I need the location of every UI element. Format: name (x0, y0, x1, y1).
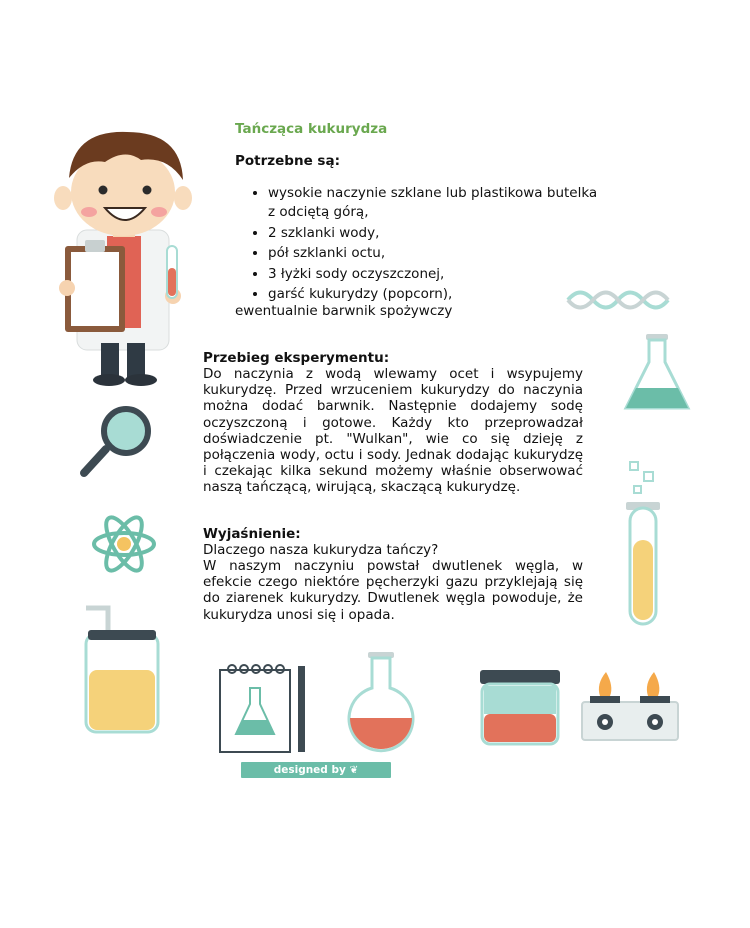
list-item: • 3 łyżki sody oczyszczonej, (268, 265, 598, 284)
round-flask-icon (344, 652, 418, 754)
atom-icon (92, 512, 156, 576)
list-item: • garść kukurydzy (popcorn), (268, 285, 598, 304)
procedure-heading: Przebieg eksperymentu: (203, 350, 390, 366)
magnifying-glass-icon (78, 405, 158, 480)
page-title: Tańcząca kukurydza (235, 121, 388, 137)
burner-icon (580, 666, 680, 742)
needs-extra-note: ewentualnie barwnik spożywczy (235, 303, 453, 319)
needs-list (250, 184, 598, 306)
list-item: • pół szklanki octu, (268, 244, 598, 263)
procedure-text: Do naczynia z wodą wlewamy ocet i wsypujemy kukurydzę. Przed wrzuceniem kukurydzy do naczynia można dodać barwnik. Następnie dodajemy sodę oczyszczoną i gotowe. Każdy kto przeprowadzał doświadczenie pt. "Wulkan", wie co się dzieję z połączenia wody, octu i sody. Jednak dodając kukurydzę i czekając kilka sekund możemy właśnie obserwować naszą tańczącą, wirującą, skaczącą kukurydzę. (203, 366, 583, 496)
explanation-heading: Wyjaśnienie: (203, 526, 301, 542)
coral-jar-icon (478, 668, 562, 748)
notebook-icon (218, 664, 313, 754)
conical-flask-icon (622, 332, 692, 414)
explanation-question: Dlaczego nasza kukurydza tańczy? (203, 542, 439, 558)
needs-heading: Potrzebne są: (235, 153, 340, 169)
explanation-text: W naszym naczyniu powstał dwutlenek węgla, w efekcie czego niektóre pęcherzyki gazu przyklejają się do ziarenek kukurydzy. Dwutlenek węgla powoduje, że kukurydza unosi się i opada. (203, 558, 583, 623)
list-item: • wysokie naczynie szklane lub plastikowa butelka z odciętą górą, (268, 184, 598, 222)
scientist-illustration (55, 128, 190, 390)
freepik-credit-badge: designed by ❦ freepik.com (241, 762, 391, 778)
juice-jar-icon (80, 604, 164, 734)
test-tube-icon (622, 460, 667, 628)
list-item: • 2 szklanki wody, (268, 224, 598, 243)
